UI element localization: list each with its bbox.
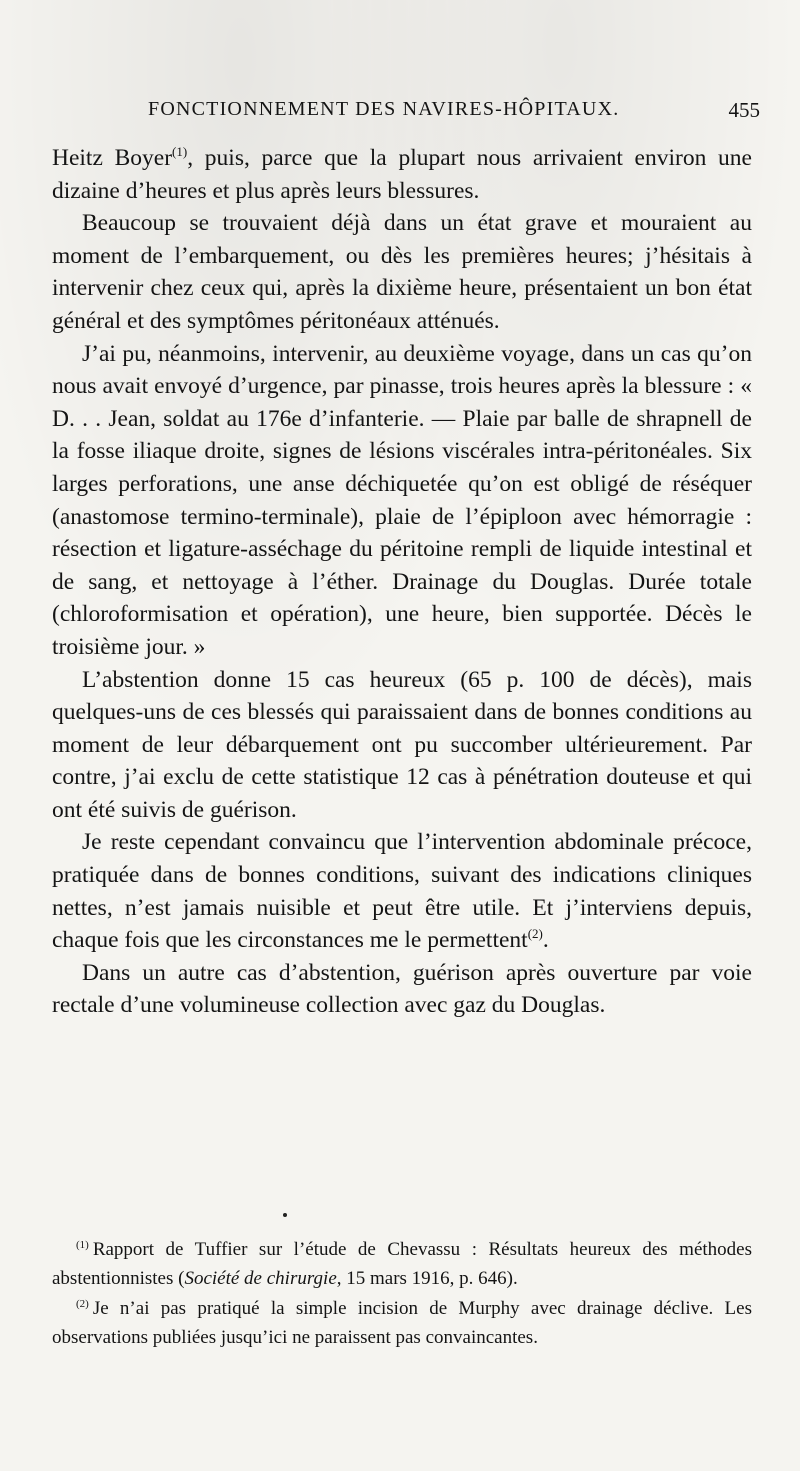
running-head-title: FONCTIONNEMENT DES NAVIRES-HÔPITAUX. (148, 98, 620, 120)
footnote-1-journal: Société de chirurgie (184, 1267, 337, 1289)
page-number: 455 (728, 98, 760, 122)
footnote-1-mark: (1) (76, 1239, 89, 1251)
paragraph-3: J’ai pu, néanmoins, intervenir, au deuxième voyage, dans un cas qu’on nous avait envoyé d’urgence, par pinasse, trois heures après la blessure : « D. . . Jean, soldat au 176e d’infanterie. — Plaie par balle de shrapnell de la fosse iliaque droite, signes de lésions viscérales intra-péritonéales. Six larges perforations, une anse déchiquetée qu’on est obligé de réséquer (anastomose termino-terminale), plaie de l’épiploon avec hémorragie : résection et ligature-asséchage du péritoine rempli de liquide intestinal et de sang, et nettoyage à l’éther. Drainage du Douglas. Durée totale (chloroformisation et opération), une heure, bien supportée. Décès le troisième jour. » (52, 340, 752, 660)
footnote-2-mark: (2) (76, 1298, 89, 1310)
paragraph-5-end: . (542, 927, 549, 954)
footnotes (52, 1236, 752, 1354)
footnote-1 (52, 1236, 752, 1293)
paragraph-4: L’abstention donne 15 cas heureux (65 p. 100 de décès), mais quelques-uns de ces blessés qui paraissaient dans de bonnes conditions au moment de leur débarquement ont pu succomber ultérieurement. Par contre, j’ai exclu de cette statistique 12 cas à pénétration douteuse et qui ont été suivis de guérison. (52, 666, 752, 823)
paragraph-1-start: Heitz Boyer (52, 145, 173, 171)
paragraph-2: Beaucoup se trouvaient déjà dans un état grave et mouraient au moment de l’embarquement, ou dès les premières heures; j’hésitais à intervenir chez ceux qui, après la dixième heure, présentaient un bon état général et des symptômes péritonéaux atténués. (52, 210, 752, 334)
running-head (148, 98, 760, 128)
separator-dot (283, 1213, 287, 1217)
footnote-ref-1: (1) (172, 144, 188, 159)
paragraph-5 (52, 826, 752, 956)
paragraph-5-start: Je reste cependant convaincu que l’intervention abdominale précoce, pratiquée dans de bonnes conditions, suivant des indications cliniques nettes, n’est jamais nuisible et peut être utile. Et j’interviens depuis, chaque fois que les circonstances me le permettent (52, 829, 752, 954)
paragraph-1 (52, 142, 752, 207)
footnote-2 (52, 1295, 752, 1352)
body-text (52, 142, 752, 1022)
paragraph-1-end: , puis, parce que la plupart nous arrivaient environ une dizaine d’heures et plus après leurs blessures. (52, 145, 752, 204)
footnote-1-end: , 15 mars 1916, p. 646). (336, 1267, 518, 1289)
paragraph-6: Dans un autre cas d’abstention, guérison après ouverture par voie rectale d’une volumineuse collection avec gaz du Douglas. (52, 959, 752, 1019)
footnote-1-start: Rapport de Tuffier sur l’étude de Chevassu : Résultats heureux des méthodes abstentionnistes ( (52, 1239, 752, 1289)
footnote-2-text: Je n’ai pas pratiqué la simple incision de Murphy avec drainage déclive. Les observations publiées jusqu’ici ne paraissent pas convaincantes. (52, 1298, 752, 1348)
footnote-ref-2: (2) (527, 926, 543, 942)
